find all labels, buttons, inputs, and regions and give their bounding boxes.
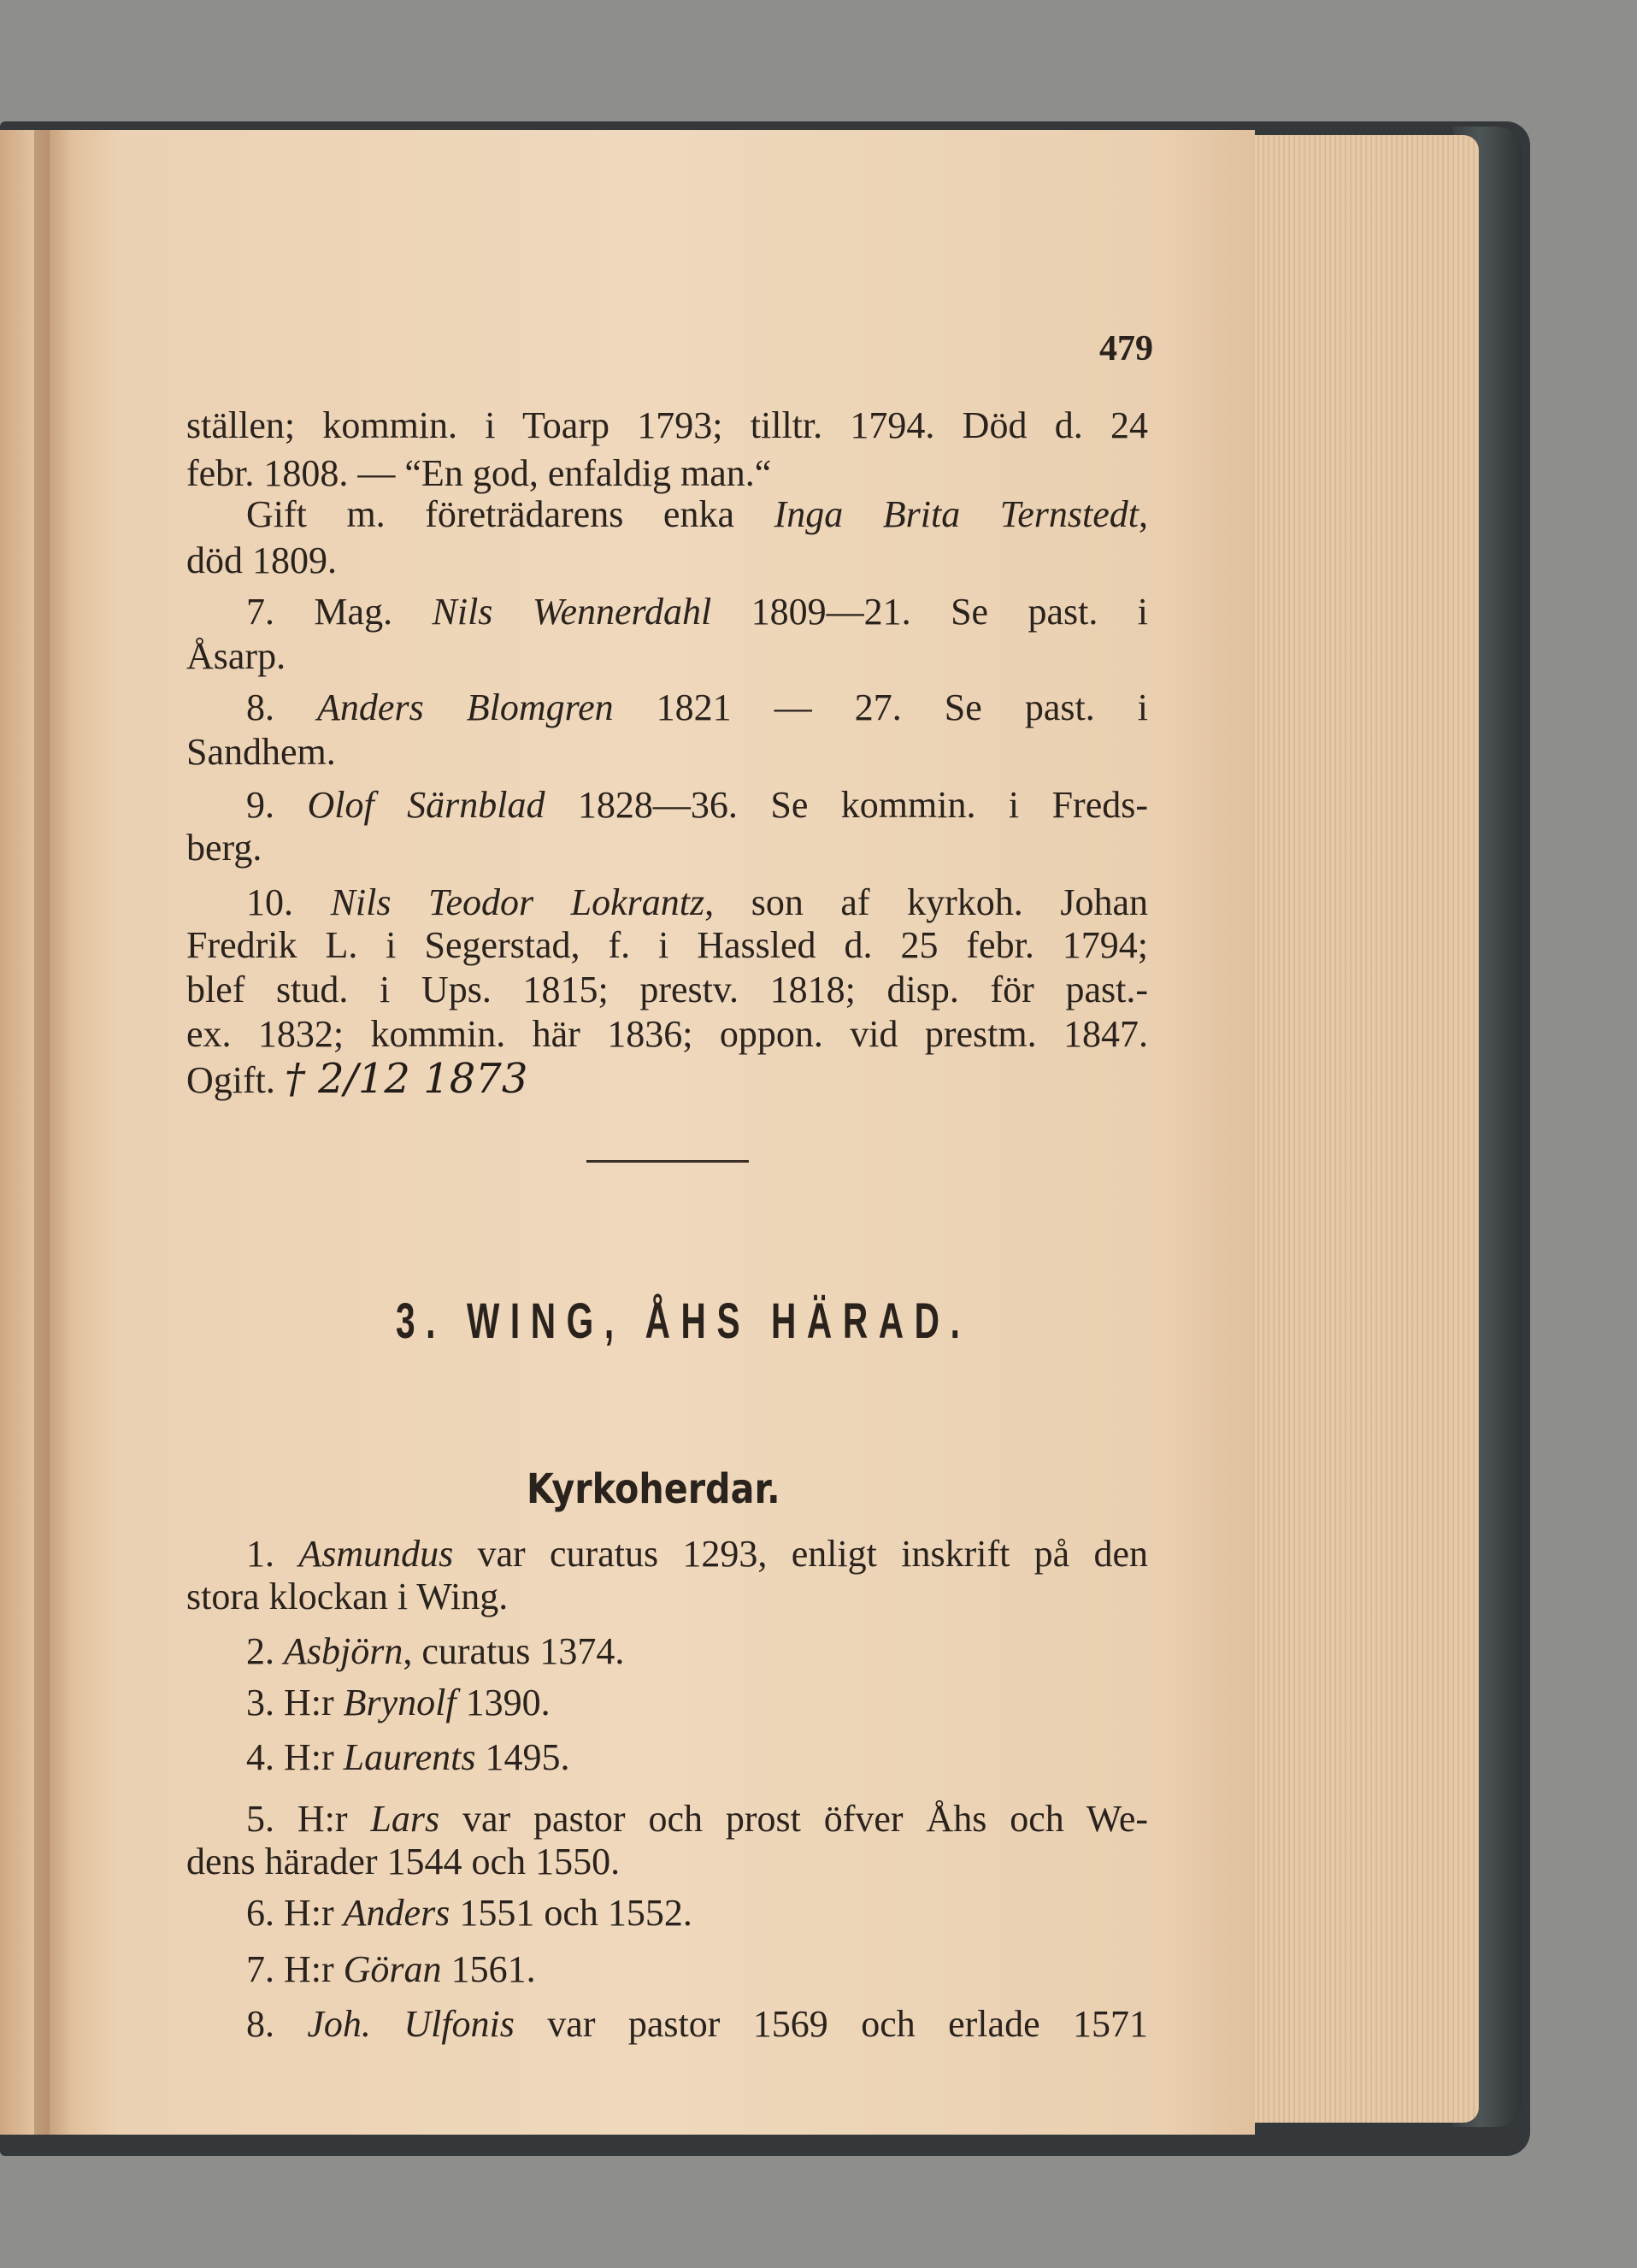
list-item <box>246 1889 1148 1937</box>
person-name: Nils Teodor Lokrantz <box>330 881 705 923</box>
person-name: Anders <box>343 1892 450 1934</box>
line-text: 4. H:r <box>246 1736 344 1778</box>
list-item <box>246 1734 1148 1782</box>
list-item <box>246 1679 1148 1727</box>
line-text: 6. H:r <box>246 1892 344 1934</box>
line-text: 1390. <box>456 1682 551 1723</box>
text-line <box>186 922 1148 969</box>
line-text: var curatus 1293, enligt inskrift på den <box>453 1533 1148 1575</box>
text-line <box>186 824 1148 872</box>
line-text: 1821 — 27. Se past. i <box>613 686 1148 728</box>
line-text: febr. 1808. — “En god, enfaldig man.“ <box>186 452 772 494</box>
page-stack-edge <box>1255 135 1479 2123</box>
line-text: , <box>1139 493 1148 535</box>
text-line <box>186 537 1148 585</box>
text-line <box>186 1573 1148 1621</box>
text-line <box>186 402 1148 450</box>
person-name: Inga Brita Ternstedt <box>774 493 1139 535</box>
line-text: 1809—21. Se past. i <box>711 591 1149 633</box>
line-text: Sandhem. <box>186 731 336 773</box>
text-line <box>186 633 1148 680</box>
person-name: Göran <box>343 1948 442 1990</box>
line-text: ex. 1832; kommin. här 1836; oppon. vid prestm. 1847. <box>186 1013 1148 1055</box>
person-name: Joh. Ulfonis <box>307 2003 515 2045</box>
line-text: ställen; kommin. i Toarp 1793; tilltr. 1794. Död d. 24 <box>186 404 1148 446</box>
line-text: 2. <box>246 1630 284 1672</box>
text-line <box>246 684 1148 732</box>
line-text: 1495. <box>475 1736 570 1778</box>
line-text: 1. <box>246 1533 299 1575</box>
line-text: 1551 och 1552. <box>450 1892 692 1934</box>
text-line <box>186 728 1148 776</box>
handwritten-death-date: † 2/12 1873 <box>284 1055 528 1103</box>
person-name: Anders Blomgren <box>317 686 614 728</box>
text-line <box>246 781 1148 829</box>
line-text: 9. <box>246 784 308 826</box>
list-item <box>246 1946 1148 1994</box>
page-number: 479 <box>1099 329 1153 368</box>
line-text: berg. <box>186 827 262 869</box>
list-item <box>246 1530 1148 1578</box>
text-line <box>246 491 1148 539</box>
line-text: Ogift. <box>186 1059 275 1101</box>
line-text: Fredrik L. i Segerstad, f. i Hassled d. 25 febr. 1794; <box>186 924 1148 966</box>
page-text <box>50 130 1255 2135</box>
section-divider <box>586 1160 749 1163</box>
line-text: var pastor och prost öfver Åhs och We- <box>439 1798 1148 1840</box>
line-text: 3. H:r <box>246 1682 344 1723</box>
text-line <box>186 966 1148 1014</box>
person-name: Asmundus <box>298 1533 454 1575</box>
page-gutter-shadow <box>34 130 72 2135</box>
list-item <box>246 1628 1148 1676</box>
line-text: död 1809. <box>186 539 337 581</box>
person-name: Nils Wennerdahl <box>432 591 712 633</box>
text-line <box>246 879 1148 927</box>
section-heading: 3. WING, ÅHS HÄRAD. <box>396 1293 971 1349</box>
line-text: stora klockan i Wing. <box>186 1576 509 1617</box>
text-line <box>186 1055 1148 1105</box>
line-text: 8. <box>246 2003 308 2045</box>
line-text: , curatus 1374. <box>403 1630 625 1672</box>
line-text: var pastor 1569 och erlade 1571 <box>514 2003 1148 2045</box>
line-text: 10. <box>246 881 331 923</box>
line-text: 7. Mag. <box>246 591 433 633</box>
sub-heading: Kyrkoherdar. <box>527 1465 780 1513</box>
line-text: dens härader 1544 och 1550. <box>186 1841 621 1882</box>
text-line <box>246 588 1148 636</box>
line-text: Gift m. företrädarens enka <box>246 493 774 535</box>
line-text: 8. <box>246 686 318 728</box>
person-name: Brynolf <box>343 1682 456 1723</box>
line-text: 5. H:r <box>246 1798 371 1840</box>
list-item <box>246 1795 1148 1843</box>
line-text: Åsarp. <box>186 635 286 677</box>
line-text: 1561. <box>441 1948 536 1990</box>
line-text: 7. H:r <box>246 1948 344 1990</box>
person-name: Asbjörn <box>284 1630 403 1672</box>
line-text: 1828—36. Se kommin. i Freds- <box>545 784 1149 826</box>
book-page <box>50 130 1255 2135</box>
list-item <box>246 2000 1148 2048</box>
text-line <box>186 1010 1148 1058</box>
person-name: Olof Särnblad <box>307 784 545 826</box>
person-name: Lars <box>370 1798 440 1840</box>
person-name: Laurents <box>343 1736 476 1778</box>
text-line <box>186 1838 1148 1886</box>
line-text: blef stud. i Ups. 1815; prestv. 1818; disp. för past.- <box>186 969 1148 1010</box>
line-text: , son af kyrkoh. Johan <box>704 881 1148 923</box>
